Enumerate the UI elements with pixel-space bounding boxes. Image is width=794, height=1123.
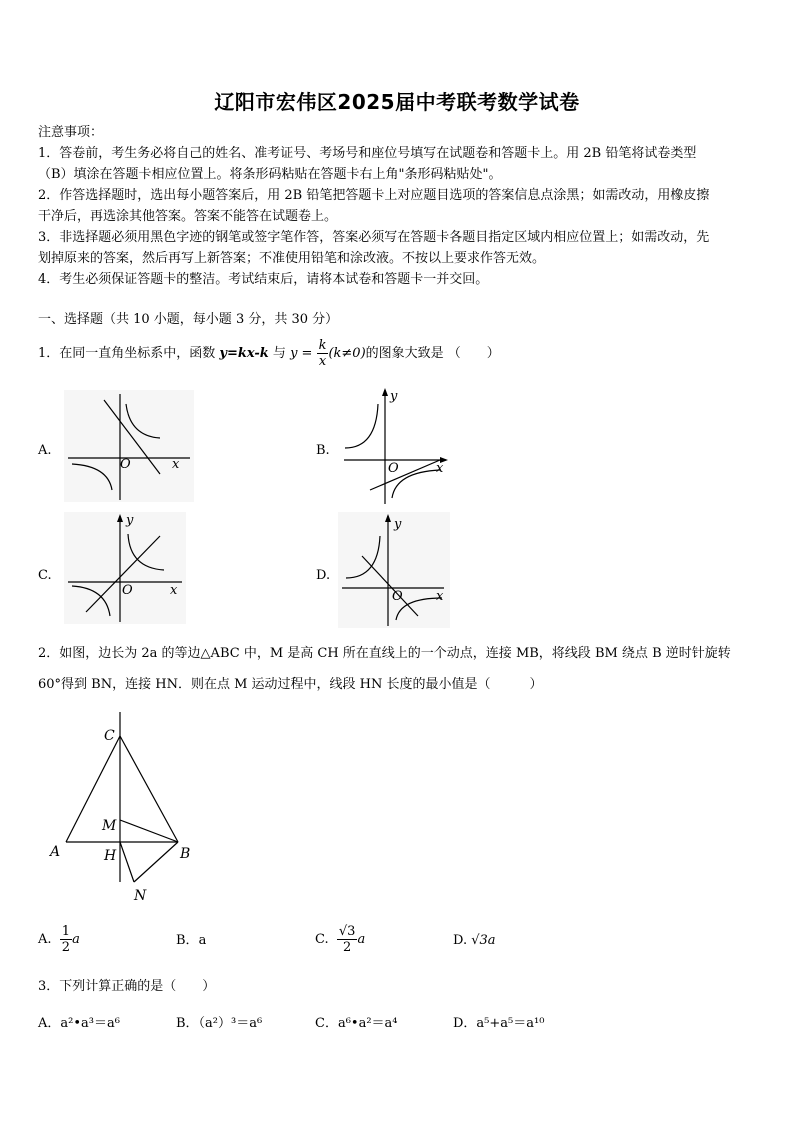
q1-option-c-label: C. bbox=[38, 568, 52, 583]
point-b-label: B bbox=[180, 846, 191, 862]
notice-line-3: 2．作答选择题时，选出每小题答案后，用 2B 铅笔把答题卡上对应题目选项的答案信息点涂黑；如需改动，用橡皮擦 bbox=[38, 188, 710, 203]
point-n-label: N bbox=[134, 888, 147, 904]
q1-graph-c bbox=[64, 512, 186, 624]
q1-option-a-label: A. bbox=[38, 443, 52, 458]
q1-stem bbox=[38, 338, 500, 369]
q2-option-c: C. $\frac{√3}{2}$ a bbox=[315, 924, 366, 955]
notice-heading: 注意事项： bbox=[38, 125, 104, 140]
graph-d-origin: O bbox=[392, 589, 403, 604]
q1-graph-a bbox=[64, 390, 194, 502]
q2-option-d: D. √3a bbox=[453, 933, 496, 948]
graph-c-origin: O bbox=[122, 583, 133, 598]
q3-option-d: D．a⁵+a⁵＝a¹⁰ bbox=[453, 1016, 545, 1031]
point-m-label: M bbox=[102, 818, 117, 834]
point-a-label: A bbox=[50, 844, 61, 860]
graph-b-y-label: y bbox=[390, 389, 398, 404]
q2-stem-line-1: 2．如图，边长为 2a 的等边△ABC 中，M 是高 CH 所在直线上的一个动点，连接 MB，将线段 BM 绕点 B 逆时针旋转 bbox=[38, 646, 731, 661]
q1-mid: 与 bbox=[268, 346, 291, 361]
q2-option-b: B．a bbox=[176, 933, 207, 948]
q2-stem-line-2: 60°得到 BN，连接 HN．则在点 M 运动过程中，线段 HN 长度的最小值是（ ） bbox=[38, 677, 543, 692]
graph-b-x-label: x bbox=[436, 461, 444, 476]
point-c-label: C bbox=[104, 728, 115, 744]
q2-option-a: A. $\frac{1}{2}$ a bbox=[38, 924, 80, 955]
q1-suffix: 的图象大致是 （ ） bbox=[365, 346, 500, 361]
q1-graph-b bbox=[340, 386, 452, 506]
notice-line-6: 划掉原来的答案，然后再写上新答案；不准使用铅笔和涂改液。不按以上要求作答无效。 bbox=[38, 251, 546, 266]
notice-line-5: 3．非选择题必须用黑色字迹的钢笔或签字笔作答，答案必须写在答题卡各题目指定区域内相应位置上；如需改动，先 bbox=[38, 230, 710, 245]
graph-c-x-label: x bbox=[170, 583, 178, 598]
q1-y-eq: y = bbox=[290, 346, 313, 361]
q1-prefix: 1．在同一直角坐标系中，函数 bbox=[38, 346, 220, 361]
graph-a-x-label: x bbox=[172, 457, 180, 472]
q1-cond: (k≠0) bbox=[328, 346, 366, 361]
point-h-label: H bbox=[104, 848, 117, 864]
notice-line-2: （B）填涂在答题卡相应位置上。将条形码粘贴在答题卡右上角"条形码粘贴处"。 bbox=[38, 167, 502, 182]
q3-stem: 3．下列计算正确的是（ ） bbox=[38, 979, 216, 994]
q3-option-a: A．a²•a³＝a⁶ bbox=[38, 1016, 120, 1031]
q3-option-b: B．（a²）³＝a⁶ bbox=[176, 1016, 263, 1031]
graph-a-origin: O bbox=[120, 457, 131, 472]
page-title: 辽阳市宏伟区2025届中考联考数学试卷 bbox=[214, 90, 580, 114]
notice-line-1: 1．答卷前，考生务必将自己的姓名、准考证号、考场号和座位号填写在试题卷和答题卡上。用 2B 铅笔将试卷类型 bbox=[38, 146, 697, 161]
graph-d-x-label: x bbox=[436, 589, 444, 604]
q1-graph-d bbox=[338, 512, 450, 628]
q3-option-c: C．a⁶•a²＝a⁴ bbox=[315, 1016, 398, 1031]
graph-d-y-label: y bbox=[394, 517, 402, 532]
graph-b-origin: O bbox=[388, 461, 399, 476]
q1-fraction: $\frac{k}{x}$ bbox=[318, 338, 327, 369]
q2-figure bbox=[44, 710, 204, 910]
q1-option-b-label: B. bbox=[316, 443, 330, 458]
q1-option-d-label: D. bbox=[316, 568, 331, 583]
q1-func1: y=kx-k bbox=[219, 346, 269, 361]
notice-line-4: 干净后，再选涂其他答案。答案不能答在试题卷上。 bbox=[38, 209, 338, 224]
section-heading: 一、选择题（共 10 小题，每小题 3 分，共 30 分） bbox=[38, 312, 339, 327]
notice-line-7: 4．考生必须保证答题卡的整洁。考试结束后，请将本试卷和答题卡一并交回。 bbox=[38, 272, 489, 287]
graph-c-y-label: y bbox=[126, 513, 134, 528]
